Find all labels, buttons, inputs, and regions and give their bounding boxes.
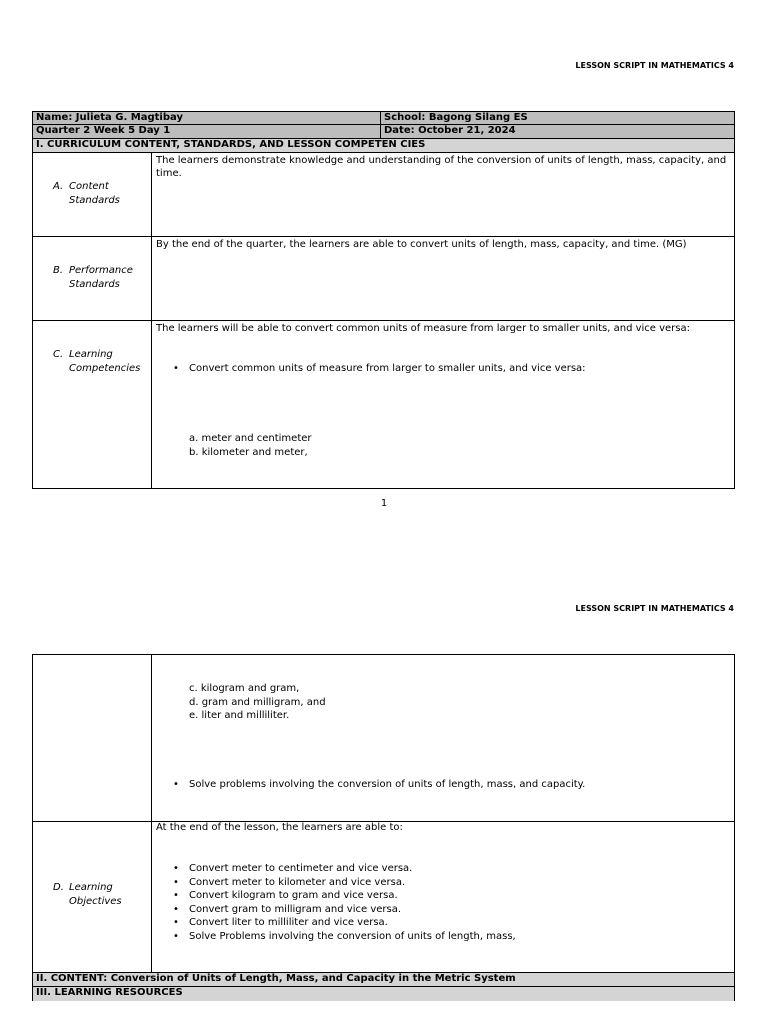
list-item: • Convert kilogram to gram and vice versa. <box>156 889 728 903</box>
competencies-list-continued <box>156 778 728 792</box>
row-label-line: Performance <box>69 265 133 276</box>
row-letter: A. <box>53 181 64 192</box>
list-item: • Convert gram to milligram and vice versa. <box>156 903 728 917</box>
page-header: LESSON SCRIPT IN MATHEMATICS 4 <box>575 604 734 613</box>
info-table <box>32 111 735 138</box>
curriculum-table <box>32 138 735 489</box>
row-divider <box>33 236 734 237</box>
objectives-table <box>32 654 735 1001</box>
lesson-date: Date: October 21, 2024 <box>384 125 516 136</box>
section-heading-curriculum: I. CURRICULUM CONTENT, STANDARDS, AND LESSON COMPETEN CIES <box>33 139 734 153</box>
objectives-list <box>156 862 728 943</box>
page-number: 1 <box>380 498 388 509</box>
row-label-line: Competencies <box>69 363 141 374</box>
learning-objectives-intro: At the end of the lesson, the learners are able to: <box>156 822 403 833</box>
list-item: d. gram and milligram, and <box>189 696 326 708</box>
competencies-sublist <box>156 432 728 459</box>
list-item: e. liter and milliliter. <box>189 710 290 721</box>
section-heading-learning-resources: III. LEARNING RESOURCES <box>33 987 734 1001</box>
row-divider <box>33 320 734 321</box>
list-item: • Convert meter to centimeter and vice versa. <box>156 862 728 876</box>
label-column-divider <box>151 655 152 972</box>
list-item: a. meter and centimeter <box>189 433 312 444</box>
list-item: • Solve Problems involving the conversion of units of length, mass, <box>156 930 728 944</box>
row-label-line: Learning <box>69 349 113 360</box>
learning-competencies-intro: The learners will be able to convert common units of measure from larger to smaller units, and vice versa: <box>156 323 691 334</box>
row-label-line: Learning <box>69 882 113 893</box>
list-item: b. kilometer and meter, <box>189 446 308 458</box>
performance-standards-text: By the end of the quarter, the learners are able to convert units of length, mass, capacity, and time. (MG) <box>156 239 687 250</box>
quarter-week-day: Quarter 2 Week 5 Day 1 <box>36 125 171 136</box>
row-label-line: Standards <box>69 195 120 206</box>
row-label-line: Content <box>69 181 109 192</box>
list-item: • Convert meter to kilometer and vice versa. <box>156 876 728 890</box>
info-row-2 <box>33 125 734 139</box>
row-letter: D. <box>53 882 64 893</box>
competencies-sublist-continued <box>156 682 728 723</box>
page-header: LESSON SCRIPT IN MATHEMATICS 4 <box>575 61 734 70</box>
content-standards-text: The learners demonstrate knowledge and understanding of the conversion of units of length, mass, capacity, and time. <box>156 155 727 179</box>
list-item: c. kilogram and gram, <box>189 683 300 694</box>
list-item: • Convert common units of measure from larger to smaller units, and vice versa: <box>156 362 728 376</box>
row-letter: B. <box>53 265 64 276</box>
row-letter: C. <box>53 349 64 360</box>
teacher-name: Name: Julieta G. Magtibay <box>36 112 183 123</box>
list-item: • Solve problems involving the conversion of units of length, mass, and capacity. <box>156 778 728 792</box>
competencies-list <box>156 362 728 376</box>
section-heading-content: II. CONTENT: Conversion of Units of Length, Mass, and Capacity in the Metric System <box>33 973 734 987</box>
row-label-line: Objectives <box>69 896 122 907</box>
list-item: • Convert liter to milliliter and vice versa. <box>156 916 728 930</box>
school-name: School: Bagong Silang ES <box>384 112 528 123</box>
info-row-1 <box>33 112 734 125</box>
row-label-line: Standards <box>69 279 120 290</box>
